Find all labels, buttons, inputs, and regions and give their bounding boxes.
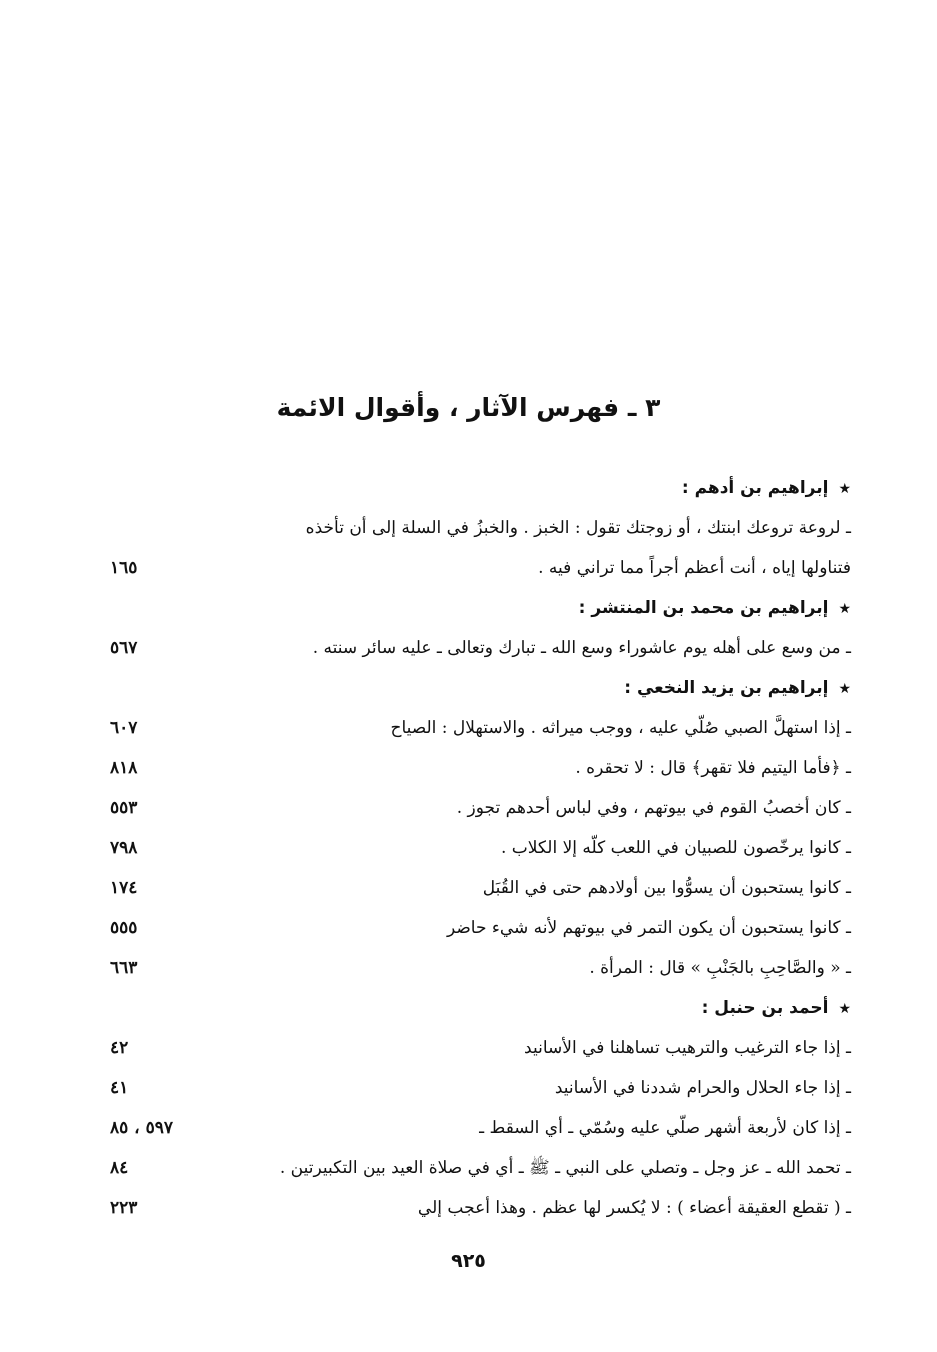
star-icon: ★ [838, 601, 851, 617]
index-entry [0, 908, 937, 948]
entry-text [131, 708, 851, 748]
index-entry [0, 1068, 937, 1108]
page-reference: ٢٢٣ [110, 1198, 138, 1218]
entry-label: فتناولها إياه ، أنت أعظم أجراً مما تراني فيه . [538, 558, 851, 578]
index-entry [0, 1188, 937, 1228]
entry-text [131, 1148, 851, 1188]
entry-text [131, 828, 851, 868]
page-number: ٩٢٥ [451, 1250, 486, 1272]
index-entry [0, 708, 937, 748]
page-reference: ٤٢ [110, 1038, 129, 1058]
index-entry [0, 788, 937, 828]
page-reference: ٥٥٣ [110, 798, 138, 818]
entry-text [131, 908, 851, 948]
entry-label: ـ ( تقطع العقيقة أعضاء ) : لا يُكسر لها عظم . وهذا أعجب إلي [417, 1198, 851, 1218]
index-entry [0, 508, 937, 548]
entry-text [131, 948, 851, 988]
entry-text [131, 548, 851, 588]
entry-label: ـ إذا جاء الترغيب والترهيب تساهلنا في الأسانيد [524, 1038, 851, 1058]
index-entry [0, 828, 937, 868]
index-entry [0, 1148, 937, 1188]
index-heading [0, 668, 937, 708]
index-entries [0, 468, 937, 1228]
entry-label: إبراهيم بن يزيد النخعي : [624, 678, 829, 698]
page-reference: ٨٤ [110, 1158, 129, 1178]
entry-label: ـ كانوا يستحبون أن يكون التمر في بيوتهم لأنه شيء حاضر [446, 918, 851, 938]
page-reference: ٥٦٧ [110, 638, 138, 658]
index-entry [0, 1108, 937, 1148]
index-entry [0, 748, 937, 788]
page-title: ٣ ـ فهرس الآثار ، وأقوال الائمة [276, 393, 661, 422]
page-reference: ٤١ [110, 1078, 129, 1098]
entry-label: ـ كانوا يرخّصون للصبيان في اللعب كلّه إلا الكلاب . [500, 838, 851, 858]
entry-text [131, 788, 851, 828]
star-icon: ★ [838, 481, 851, 497]
page-reference: ١٦٥ [110, 558, 138, 578]
heading-text [131, 668, 851, 708]
entry-label: إبراهيم بن محمد بن المنتشر : [578, 598, 829, 618]
page-reference: ٦٦٣ [110, 958, 138, 978]
entry-label: ـ لروعة تروعك ابنتك ، أو زوجتك تقول : الخبز . والخبزُ في السلة إلى أن تأخذه [305, 518, 851, 538]
heading-text [131, 588, 851, 628]
entry-label: ـ تحمد الله ـ عز وجل ـ وتصلي على النبي ـ ﷺ ـ أي في صلاة العيد بين التكبيرتين . [279, 1158, 851, 1178]
entry-label: ـ « والصَّاحِبِ بالجَنْبِ » قال : المرأة . [589, 958, 851, 978]
index-heading [0, 588, 937, 628]
page-reference: ٥٩٧ ، ٨٥ [110, 1118, 173, 1138]
entry-label: إبراهيم بن أدهم : [681, 478, 829, 498]
entry-text [131, 748, 851, 788]
entry-label: ـ إذا استهلَّ الصبي صُلّي عليه ، ووجب ميراثه . والاستهلال : الصياح [390, 718, 851, 738]
index-entry [0, 948, 937, 988]
index-entry [0, 1028, 937, 1068]
heading-text [131, 468, 851, 508]
index-entry [0, 628, 937, 668]
entry-text [131, 1188, 851, 1228]
index-entry [0, 548, 937, 588]
heading-text [131, 988, 851, 1028]
page-reference: ١٧٤ [110, 878, 138, 898]
entry-text [131, 868, 851, 908]
entry-text [131, 1108, 851, 1148]
entry-text [131, 1028, 851, 1068]
index-entry [0, 868, 937, 908]
page-reference: ٦٠٧ [110, 718, 138, 738]
page-reference: ٥٥٥ [110, 918, 138, 938]
index-heading [0, 988, 937, 1028]
entry-text [131, 508, 851, 548]
star-icon: ★ [838, 681, 851, 697]
entry-label: ـ إذا جاء الحلال والحرام شددنا في الأسانيد [554, 1078, 851, 1098]
entry-text [131, 1068, 851, 1108]
page-reference: ٧٩٨ [110, 838, 138, 858]
entry-label: ـ كانوا يستحبون أن يسوُّوا بين أولادهم حتى في القُبَل [482, 878, 851, 898]
entry-label: ـ ﴿فأما اليتيم فلا تقهر﴾ قال : لا تحقره . [575, 758, 851, 778]
index-heading [0, 468, 937, 508]
page-reference: ٨١٨ [110, 758, 138, 778]
entry-label: ـ إذا كان لأربعة أشهر صلّي عليه وسُمّي ـ أي السقط ـ [479, 1118, 851, 1138]
entry-label: ـ من وسع على أهله يوم عاشوراء وسع الله ـ تبارك وتعالى ـ عليه سائر سنته . [312, 638, 851, 658]
entry-text [131, 628, 851, 668]
entry-label: ـ كان أخصبُ القوم في بيوتهم ، وفي لباس أحدهم تجوز . [456, 798, 851, 818]
star-icon: ★ [838, 1001, 851, 1017]
entry-label: أحمد بن حنبل : [701, 998, 829, 1018]
